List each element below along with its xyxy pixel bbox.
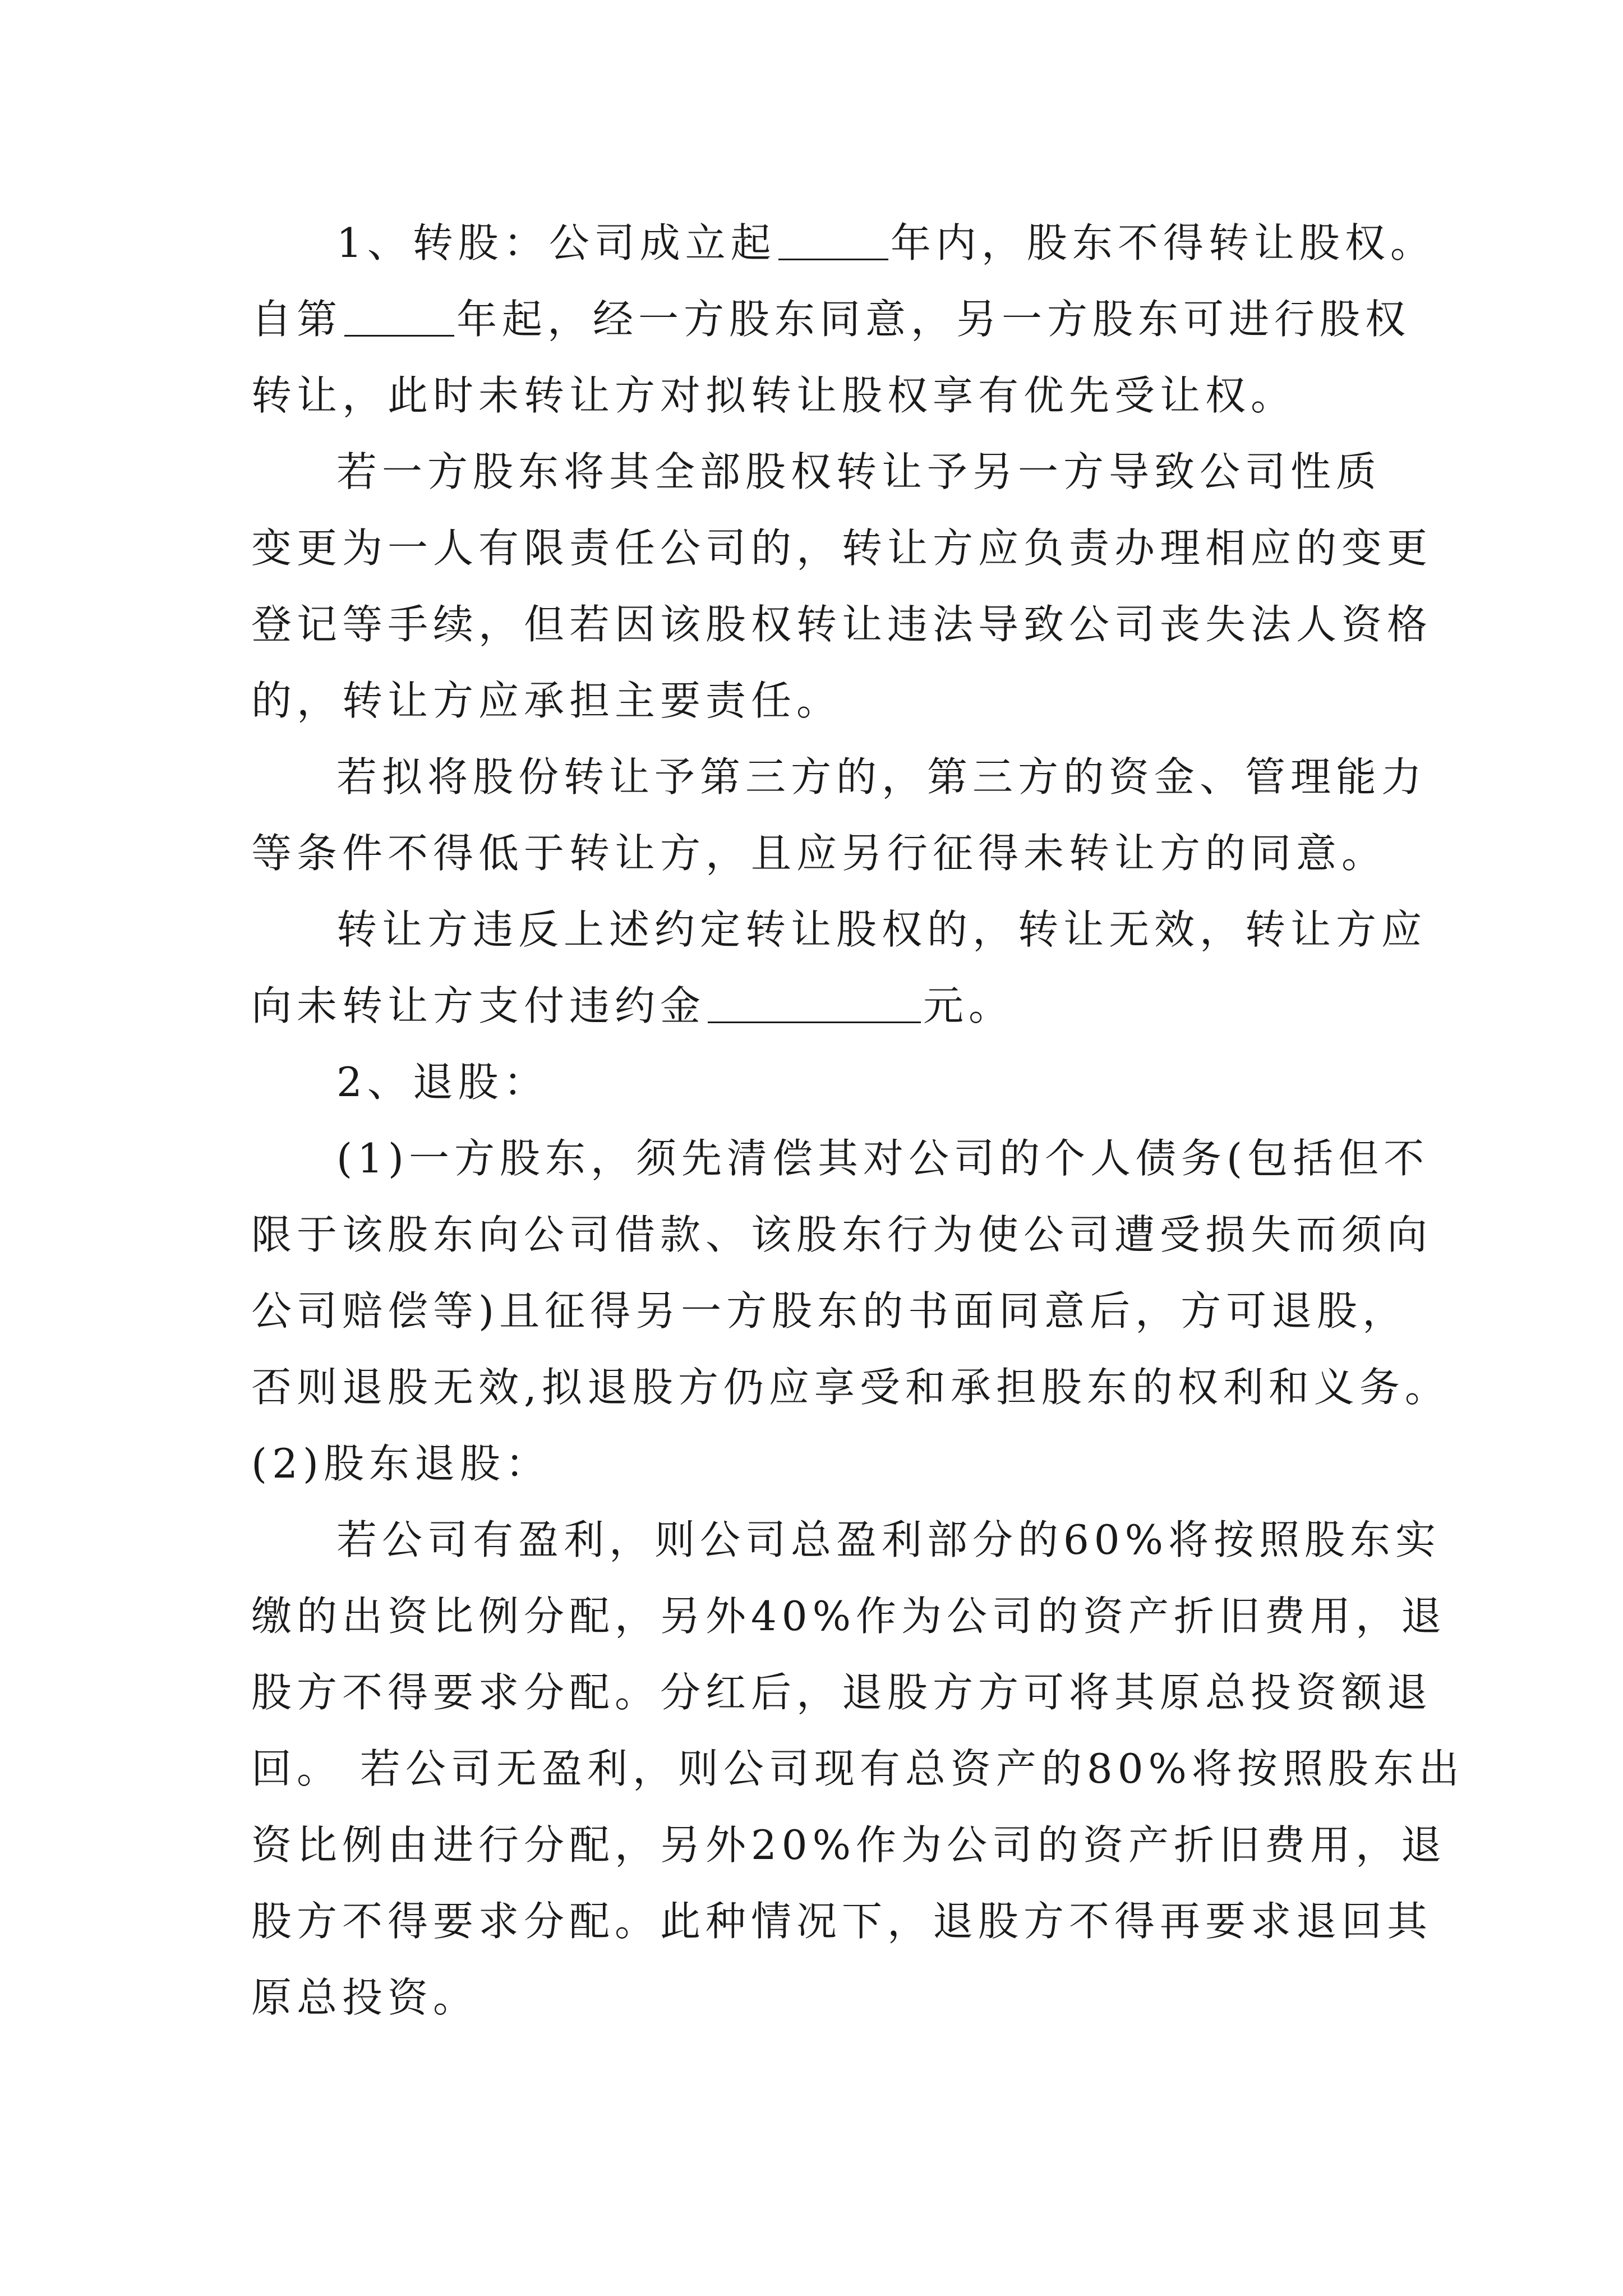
paragraph-line bbox=[251, 968, 1395, 1044]
paragraph-line: 原总投资。 bbox=[251, 1974, 479, 2021]
text-segment: 1、转股：公司成立起 bbox=[336, 219, 776, 266]
blank-field-years bbox=[778, 218, 888, 260]
section-heading: 2、退股： bbox=[336, 1059, 549, 1106]
paragraph-line: 的，转让方应承担主要责任。 bbox=[251, 677, 842, 724]
clause-1-line-2 bbox=[251, 281, 1411, 357]
clause-1-line-3: 转让，此时未转让方对拟转让股权享有优先受让权。 bbox=[251, 372, 1297, 419]
document-body bbox=[251, 205, 1464, 2036]
paragraph-line: 缴的出资比例分配，另外40%作为公司的资产折旧费用，退 bbox=[251, 1593, 1447, 1640]
paragraph-line: 转让方违反上述约定转让股权的，转让无效，转让方应 bbox=[336, 906, 1427, 953]
clause-1-line-1 bbox=[251, 205, 1436, 281]
paragraph-line: 公司赔偿等)且征得另一方股东的书面同意后，方可退股， bbox=[251, 1287, 1408, 1335]
paragraph-line: 否则退股无效,拟退股方仍应享受和承担股东的权利和义务。 bbox=[251, 1364, 1450, 1411]
paragraph-line: 若公司有盈利，则公司总盈利部分的60%将按照股东实 bbox=[336, 1516, 1441, 1563]
text-segment: 年内，股东不得转让股权。 bbox=[890, 219, 1436, 266]
subsection-heading: (2)股东退股： bbox=[251, 1440, 551, 1487]
paragraph-line: 若一方股东将其全部股权转让予另一方导致公司性质 bbox=[336, 448, 1382, 495]
paragraph-line: 股方不得要求分配。此种情况下，退股方不得再要求退回其 bbox=[251, 1898, 1433, 1945]
blank-field-start-year bbox=[344, 295, 454, 337]
paragraph-line: 若拟将股份转让予第三方的，第三方的资金、管理能力 bbox=[336, 753, 1427, 800]
paragraph-line: 回。 若公司无盈利，则公司现有总资产的80%将按照股东出 bbox=[251, 1745, 1464, 1792]
text-segment: 向未转让方支付违约金 bbox=[251, 982, 706, 1029]
paragraph-line: 等条件不得低于转让方，且应另行征得未转让方的同意。 bbox=[251, 830, 1387, 877]
blank-field-penalty-amount bbox=[708, 981, 921, 1023]
text-segment: 元。 bbox=[923, 982, 1015, 1029]
text-segment: 自第 bbox=[251, 296, 343, 343]
text-segment: 年起，经一方股东同意，另一方股东可进行股权 bbox=[457, 296, 1411, 343]
paragraph-line: 资比例由进行分配，另外20%作为公司的资产折旧费用，退 bbox=[251, 1821, 1447, 1869]
paragraph-line: 变更为一人有限责任公司的，转让方应负责办理相应的变更 bbox=[251, 524, 1433, 572]
paragraph-line: (1)一方股东，须先清偿其对公司的个人债务(包括但不 bbox=[336, 1135, 1430, 1182]
paragraph-line: 股方不得要求分配。分红后，退股方方可将其原总投资额退 bbox=[251, 1669, 1433, 1716]
paragraph-line: 限于该股东向公司借款、该股东行为使公司遭受损失而须向 bbox=[251, 1211, 1433, 1258]
paragraph-line: 登记等手续，但若因该股权转让违法导致公司丧失法人资格 bbox=[251, 601, 1433, 648]
